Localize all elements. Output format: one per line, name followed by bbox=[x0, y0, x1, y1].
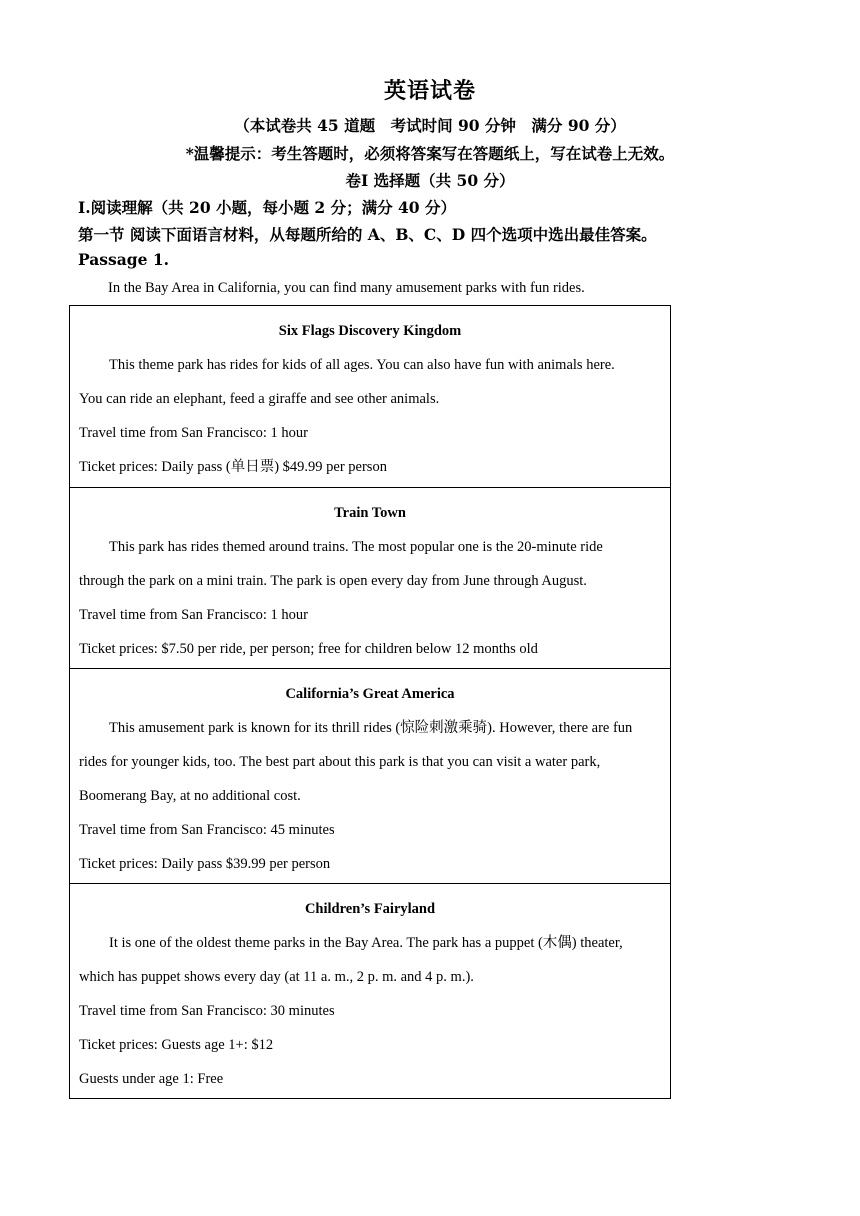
park-name: Train Town bbox=[334, 505, 406, 521]
park-description: It is one of the oldest theme parks in the Bay Area. The park has a puppet (木偶) theater, bbox=[109, 935, 623, 951]
park-ticket-note: Guests under age 1: Free bbox=[79, 1071, 224, 1087]
exam-info: （本试卷共 45 道题 考试时间 90 分钟 满分 90 分） bbox=[234, 116, 626, 135]
part-heading: I.阅读理解（共 20 小题，每小题 2 分；满分 40 分） bbox=[78, 198, 456, 217]
page-title: 英语试卷 bbox=[383, 78, 476, 104]
park-card bbox=[70, 306, 670, 488]
park-description: This theme park has rides for kids of all ages. You can also have fun with animals here. bbox=[109, 357, 615, 373]
park-description: This park has rides themed around trains. The most popular one is the 20-minute ride bbox=[109, 539, 603, 555]
park-ticket-price: Ticket prices: Daily pass $39.99 per person bbox=[79, 856, 331, 872]
park-description: This amusement park is known for its thrill rides (惊险刺激乘骑). However, there are fun bbox=[109, 720, 633, 736]
park-travel-time: Travel time from San Francisco: 1 hour bbox=[79, 607, 309, 623]
park-ticket-price: Ticket prices: $7.50 per ride, per person; free for children below 12 months old bbox=[79, 641, 538, 657]
park-ticket-price: Ticket prices: Daily pass (单日票) $49.99 per person bbox=[79, 459, 387, 475]
volume-heading: 卷Ⅰ 选择题（共 50 分） bbox=[345, 171, 515, 190]
park-ticket-price: Ticket prices: Guests age 1+: $12 bbox=[79, 1037, 274, 1053]
park-description: rides for younger kids, too. The best part about this park is that you can visit a water park, bbox=[79, 754, 601, 770]
park-travel-time: Travel time from San Francisco: 1 hour bbox=[79, 425, 309, 441]
park-description: Boomerang Bay, at no additional cost. bbox=[79, 788, 301, 804]
park-description: You can ride an elephant, feed a giraffe and see other animals. bbox=[79, 391, 440, 407]
park-card bbox=[70, 488, 670, 669]
park-travel-time: Travel time from San Francisco: 30 minutes bbox=[79, 1003, 335, 1019]
park-description: which has puppet shows every day (at 11 a. m., 2 p. m. and 4 p. m.). bbox=[79, 969, 474, 985]
park-card bbox=[70, 669, 670, 884]
park-card bbox=[70, 884, 670, 1098]
park-travel-time: Travel time from San Francisco: 45 minutes bbox=[79, 822, 335, 838]
notice: *温馨提示：考生答题时，必须将答案写在答题纸上，写在试卷上无效。 bbox=[185, 144, 675, 163]
park-name: Children’s Fairyland bbox=[304, 901, 436, 917]
park-name: California’s Great America bbox=[285, 686, 455, 702]
park-description: through the park on a mini train. The park is open every day from June through August. bbox=[79, 573, 587, 589]
parks-table bbox=[69, 305, 671, 1099]
passage-intro: In the Bay Area in California, you can find many amusement parks with fun rides. bbox=[108, 280, 585, 296]
park-name: Six Flags Discovery Kingdom bbox=[278, 323, 462, 339]
section-instruction: 第一节 阅读下面语言材料，从每题所给的 A、B、C、D 四个选项中选出最佳答案。 bbox=[78, 225, 657, 244]
passage-label: Passage 1. bbox=[78, 250, 170, 269]
